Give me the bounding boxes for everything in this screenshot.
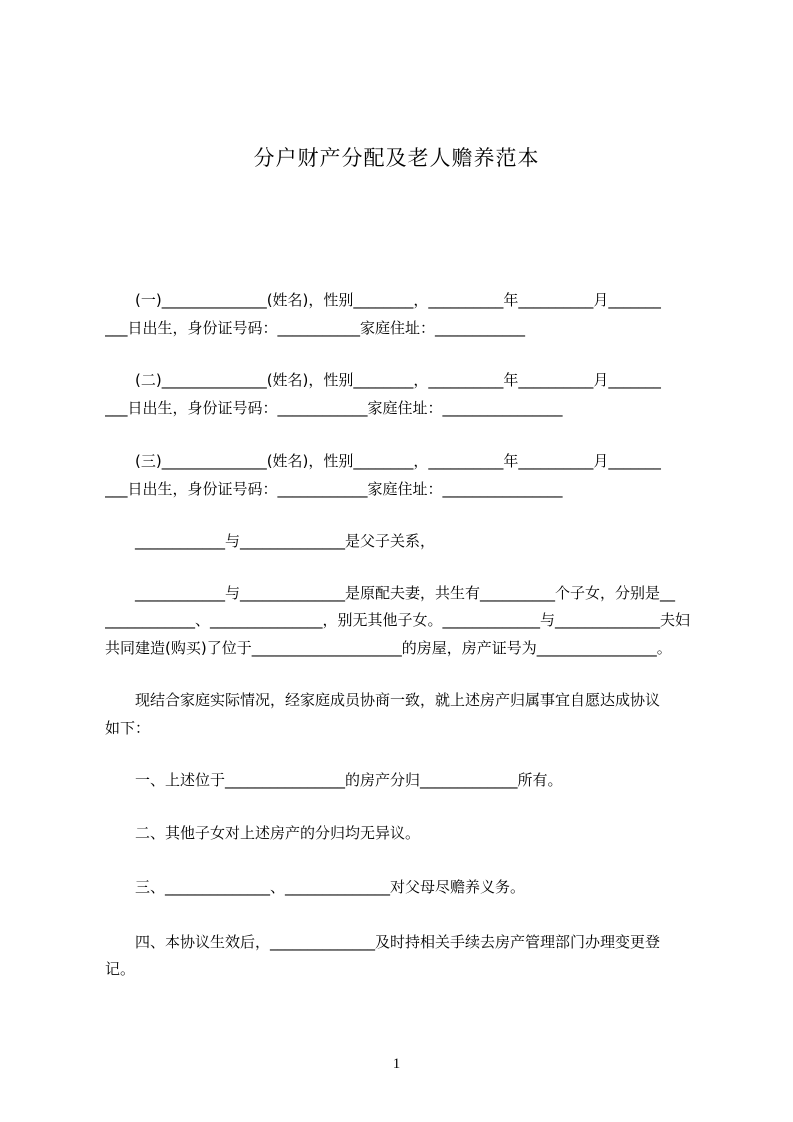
party-2-line-1: (二)______________(姓名)，性别________，__________年__________月_______ (105, 371, 661, 389)
party-3-line-2: ___日出生，身份证号码：____________家庭住址：________________ (105, 480, 563, 498)
clause-4-line-1: 四、本协议生效后，______________及时持相关手续去房产管理部门办理变更登 (105, 933, 661, 951)
party-1-line-2: ___日出生，身份证号码：___________家庭住址：____________ (105, 319, 526, 337)
clause-4-line-2: 记。 (105, 960, 136, 978)
marriage-line-2: ____________、_______________，别无其他子女。_____________与______________夫妇 (105, 611, 691, 629)
clause-1: 一、上述位于________________的房产分归_____________所有。 (105, 771, 563, 789)
party-3-line-1: (三)______________(姓名)，性别________，__________年__________月_______ (105, 452, 661, 470)
marriage-line-1: ____________与______________是原配夫妻，共生有__________个子女，分别是__ (105, 584, 676, 602)
agreement-intro-line-1: 现结合家庭实际情况，经家庭成员协商一致，就上述房产归属事宜自愿达成协议 (105, 691, 661, 709)
page-number: 1 (392, 1056, 401, 1072)
marriage-line-3: 共同建造(购买)了位于____________________的房屋，房产证号为________________。 (105, 639, 672, 657)
agreement-intro-line-2: 如下： (105, 719, 151, 737)
clause-2: 二、其他子女对上述房产的分归均无异议。 (105, 824, 421, 842)
party-2-line-2: ___日出生，身份证号码：____________家庭住址：________________ (105, 399, 563, 417)
clause-3: 三、______________、______________对父母尽赡养义务。 (105, 878, 526, 896)
party-1-line-1: (一)______________(姓名)，性别________，__________年__________月_______ (105, 291, 661, 309)
document-title: 分户财产分配及老人赡养范本 (253, 146, 540, 170)
relationship-line: ____________与______________是父子关系， (105, 532, 436, 550)
